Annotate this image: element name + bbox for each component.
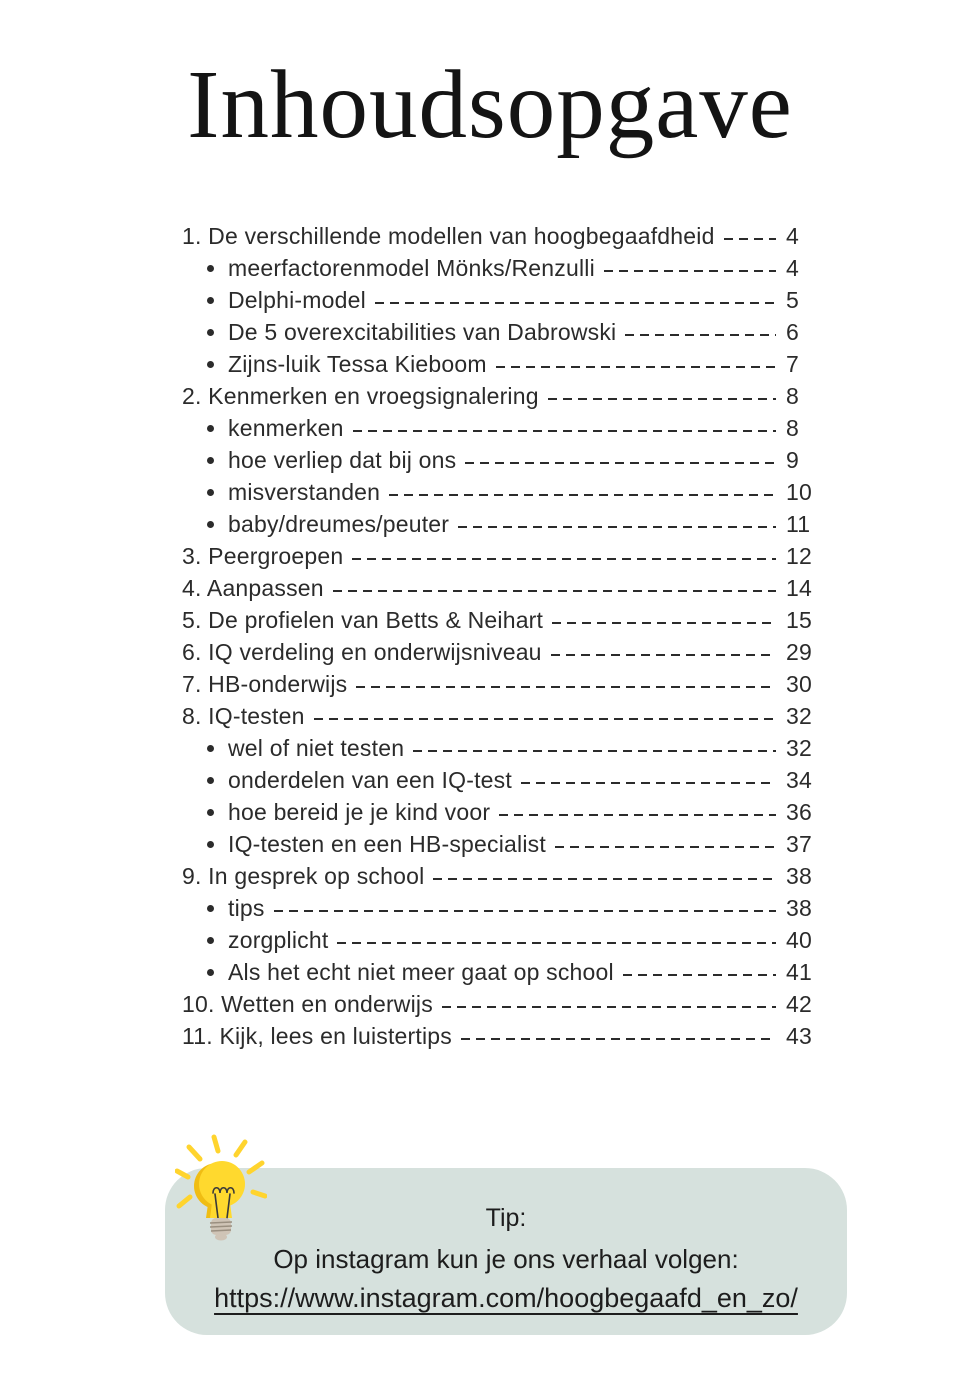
instagram-link[interactable]: https://www.instagram.com/hoogbegaafd_en_zo/ <box>214 1283 798 1313</box>
toc-page-number: 29 <box>786 639 812 666</box>
toc-page-number: 4 <box>786 223 799 250</box>
toc-leader-dashes <box>458 526 776 528</box>
toc-page-number: 34 <box>786 767 812 794</box>
toc-entry <box>182 605 822 637</box>
toc-page-number: 6 <box>786 319 799 346</box>
toc-page-number: 14 <box>786 575 812 602</box>
toc-entry-label: De 5 overexcitabilities van Dabrowski <box>228 319 617 346</box>
toc-leader-dashes <box>375 302 776 304</box>
toc-page-number: 5 <box>786 287 799 314</box>
toc-entry <box>182 829 822 861</box>
toc-page-number: 30 <box>786 671 812 698</box>
toc-entry-label: 10. Wetten en onderwijs <box>182 991 433 1018</box>
tip-heading: Tip: <box>485 1204 527 1232</box>
bullet-icon <box>207 809 214 816</box>
toc-entry <box>182 509 822 541</box>
toc-entry <box>182 669 822 701</box>
toc-entry-label: meerfactorenmodel Mönks/Renzulli <box>228 255 595 282</box>
toc-entry <box>182 413 822 445</box>
toc-page-number: 38 <box>786 863 812 890</box>
toc-entry-label: hoe bereid je je kind voor <box>228 799 491 826</box>
toc-leader-dashes <box>314 718 776 720</box>
toc-page-number: 12 <box>786 543 812 570</box>
toc-leader-dashes <box>337 942 776 944</box>
toc-entry <box>182 317 822 349</box>
bullet-icon <box>207 265 214 272</box>
toc-entry <box>182 253 822 285</box>
toc-entry-label: 7. HB-onderwijs <box>182 671 348 698</box>
toc-entry <box>182 733 822 765</box>
toc-entry <box>182 285 822 317</box>
toc-entry-label: 1. De verschillende modellen van hoogbegaafdheid <box>182 223 715 250</box>
toc-leader-dashes <box>551 654 776 656</box>
toc-list <box>182 221 822 1053</box>
toc-page-number: 38 <box>786 895 812 922</box>
toc-entry-label: wel of niet testen <box>228 735 405 762</box>
bullet-icon <box>207 905 214 912</box>
toc-entry <box>182 1021 822 1053</box>
page-title: Inhoudsopgave <box>187 51 793 158</box>
toc-entry-label: tips <box>228 895 265 922</box>
toc-leader-dashes <box>353 430 776 432</box>
bullet-icon <box>207 937 214 944</box>
toc-page-number: 40 <box>786 927 812 954</box>
toc-entry-label: 11. Kijk, lees en luistertips <box>182 1023 452 1050</box>
toc-entry <box>182 221 822 253</box>
toc-entry <box>182 765 822 797</box>
toc-entry <box>182 989 822 1021</box>
toc-entry-label: onderdelen van een IQ-test <box>228 767 512 794</box>
toc-page-number: 8 <box>786 415 799 442</box>
toc-entry <box>182 701 822 733</box>
toc-entry-label: 9. In gesprek op school <box>182 863 425 890</box>
tip-text: Op instagram kun je ons verhaal volgen: <box>273 1244 739 1274</box>
bullet-icon <box>207 297 214 304</box>
toc-leader-dashes <box>552 622 776 624</box>
toc-entry <box>182 573 822 605</box>
toc-entry-label: IQ-testen en een HB-specialist <box>228 831 546 858</box>
toc-entry-label: 8. IQ-testen <box>182 703 305 730</box>
toc-entry-label: Zijns-luik Tessa Kieboom <box>228 351 487 378</box>
bullet-icon <box>207 457 214 464</box>
bullet-icon <box>207 361 214 368</box>
lightbulb-icon <box>175 1134 267 1252</box>
toc-entry <box>182 861 822 893</box>
toc-entry-label: misverstanden <box>228 479 381 506</box>
toc-entry <box>182 541 822 573</box>
toc-entry-label: 5. De profielen van Betts & Neihart <box>182 607 544 634</box>
toc-leader-dashes <box>623 974 776 976</box>
toc-leader-dashes <box>389 494 776 496</box>
toc-leader-dashes <box>413 750 776 752</box>
bullet-icon <box>207 329 214 336</box>
toc-entry <box>182 349 822 381</box>
toc-page-number: 42 <box>786 991 812 1018</box>
bullet-icon <box>207 489 214 496</box>
toc-leader-dashes <box>461 1038 776 1040</box>
bullet-icon <box>207 969 214 976</box>
toc-page-number: 10 <box>786 479 812 506</box>
toc-page-number: 8 <box>786 383 799 410</box>
toc-entry-label: zorgplicht <box>228 927 329 954</box>
toc-entry-label: 3. Peergroepen <box>182 543 344 570</box>
bullet-icon <box>207 745 214 752</box>
toc-leader-dashes <box>352 558 776 560</box>
toc-entry-label: Delphi-model <box>228 287 366 314</box>
toc-entry-label: Als het echt niet meer gaat op school <box>228 959 614 986</box>
bullet-icon <box>207 777 214 784</box>
toc-leader-dashes <box>724 238 776 240</box>
toc-entry-label: hoe verliep dat bij ons <box>228 447 457 474</box>
toc-entry <box>182 381 822 413</box>
toc-entry <box>182 925 822 957</box>
toc-leader-dashes <box>433 878 776 880</box>
bullet-icon <box>207 521 214 528</box>
toc-page-number: 9 <box>786 447 799 474</box>
toc-page-number: 7 <box>786 351 799 378</box>
toc-page-number: 11 <box>786 511 811 538</box>
toc-leader-dashes <box>555 846 776 848</box>
toc-entry-label: 2. Kenmerken en vroegsignalering <box>182 383 539 410</box>
toc-entry <box>182 797 822 829</box>
toc-entry-label: 4. Aanpassen <box>182 575 324 602</box>
toc-page-number: 36 <box>786 799 812 826</box>
toc-entry <box>182 477 822 509</box>
toc-entry <box>182 893 822 925</box>
toc-entry-label: kenmerken <box>228 415 344 442</box>
toc-leader-dashes <box>499 814 776 816</box>
toc-leader-dashes <box>333 590 776 592</box>
toc-page-number: 43 <box>786 1023 812 1050</box>
toc-page-number: 4 <box>786 255 799 282</box>
toc-leader-dashes <box>604 270 776 272</box>
toc-leader-dashes <box>274 910 776 912</box>
toc-leader-dashes <box>521 782 776 784</box>
toc-entry <box>182 957 822 989</box>
toc-entry <box>182 445 822 477</box>
toc-entry-label: 6. IQ verdeling en onderwijsniveau <box>182 639 542 666</box>
toc-leader-dashes <box>548 398 776 400</box>
toc-page-number: 15 <box>786 607 812 634</box>
tip-box <box>165 1168 847 1335</box>
toc-page-number: 32 <box>786 703 812 730</box>
bullet-icon <box>207 841 214 848</box>
toc-leader-dashes <box>465 462 776 464</box>
toc-leader-dashes <box>625 334 776 336</box>
toc-leader-dashes <box>496 366 776 368</box>
bullet-icon <box>207 425 214 432</box>
toc-leader-dashes <box>442 1006 776 1008</box>
toc-entry <box>182 637 822 669</box>
toc-page-number: 41 <box>786 959 812 986</box>
toc-page-number: 32 <box>786 735 812 762</box>
toc-entry-label: baby/dreumes/peuter <box>228 511 450 538</box>
toc-leader-dashes <box>356 686 776 688</box>
toc-page-number: 37 <box>786 831 812 858</box>
